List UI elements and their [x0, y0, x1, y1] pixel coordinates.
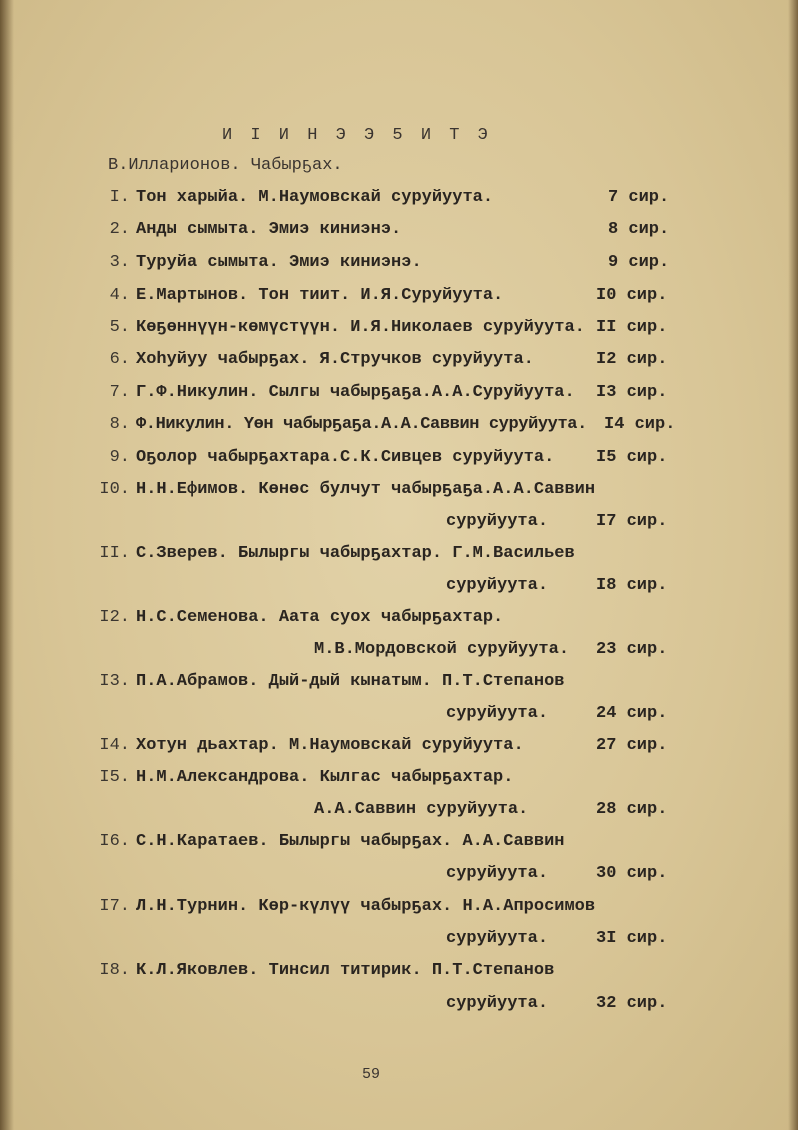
entry-number: I5.: [99, 768, 130, 787]
entry-page: II сир.: [596, 318, 668, 337]
entry-page: I0 сир.: [596, 286, 668, 305]
entry-text: Туруйа сымыта. Эмиэ киниэнэ.: [136, 253, 422, 272]
entry-text: Ф.Никулин. Үөн чабырҕаҕа.А.А.Саввин суруйуута.: [136, 415, 587, 434]
entry-page: 27 сир.: [596, 736, 668, 755]
entry-number: 5.: [109, 318, 130, 337]
entry-text: К.Л.Яковлев. Тинсил титирик. П.Т.Степанов: [136, 961, 555, 980]
entry-page: I4 сир.: [604, 415, 676, 434]
entry-text-continuation: суруйуута.: [446, 929, 549, 948]
entry-text: Г.Ф.Никулин. Сылгы чабырҕаҕа.А.А.Суруйуута.: [136, 383, 575, 402]
page-right-edge: [788, 0, 798, 1130]
entry-number: I3.: [99, 672, 130, 691]
entry-number: I2.: [99, 608, 130, 627]
entry-number: 2.: [109, 220, 130, 239]
entry-number: 4.: [109, 286, 130, 305]
entry-number: 3.: [109, 253, 130, 272]
entry-page: 28 сир.: [596, 800, 668, 819]
entry-page: 3I сир.: [596, 929, 668, 948]
entry-text: Н.С.Семенова. Аата суох чабырҕахтар.: [136, 608, 504, 627]
entry-text: П.А.Абрамов. Дый-дый кынатым. П.Т.Степанов: [136, 672, 565, 691]
entry-number: II.: [99, 544, 130, 563]
entry-number: 6.: [109, 350, 130, 369]
entry-number: I4.: [99, 736, 130, 755]
entry-page: 30 сир.: [596, 864, 668, 883]
entry-text-continuation: суруйуута.: [446, 512, 549, 531]
entry-text: Анды сымыта. Эмиэ киниэнэ.: [136, 220, 402, 239]
entry-page: 23 сир.: [596, 640, 668, 659]
entry-number: 9.: [109, 448, 130, 467]
author-line: В.Илларионов. Чабырҕах.: [108, 156, 343, 175]
entry-page: I7 сир.: [596, 512, 668, 531]
entry-number: I.: [109, 188, 130, 207]
entry-number: 8.: [109, 415, 130, 434]
page-title: И І И Н Э Э 5 И Т Э: [222, 126, 492, 145]
entry-text: Көҕөннүүн-көмүстүүн. И.Я.Николаев суруйуута.: [136, 318, 585, 337]
entry-number: I8.: [99, 961, 130, 980]
entry-text: Тон харыйа. М.Наумовскай суруйуута.: [136, 188, 494, 207]
entry-page: I2 сир.: [596, 350, 668, 369]
entry-text: С.Зверев. Былыргы чабырҕахтар. Г.М.Васильев: [136, 544, 575, 563]
entry-text: Хотун дьахтар. М.Наумовскай суруйуута.: [136, 736, 524, 755]
entry-number: I0.: [99, 480, 130, 499]
entry-text-continuation: М.В.Мордовской суруйуута.: [314, 640, 570, 659]
entry-page: I3 сир.: [596, 383, 668, 402]
entry-text: Л.Н.Турнин. Көр-күлүү чабырҕах. Н.А.Апросимов: [136, 897, 596, 916]
page-left-edge: [0, 0, 14, 1130]
page-number: 59: [362, 1066, 381, 1083]
entry-text: С.Н.Каратаев. Былыргы чабырҕах. А.А.Саввин: [136, 832, 565, 851]
entry-text: Хоһуйуу чабырҕах. Я.Стручков суруйуута.: [136, 350, 534, 369]
entry-text: Оҕолор чабырҕахтара.С.К.Сивцев суруйуута.: [136, 448, 555, 467]
entry-text: Н.М.Александрова. Кылгас чабырҕахтар.: [136, 768, 514, 787]
entry-page: I5 сир.: [596, 448, 668, 467]
entry-number: I6.: [99, 832, 130, 851]
entry-page: 24 сир.: [596, 704, 668, 723]
entry-page: 32 сир.: [596, 994, 668, 1013]
entry-page: 7 сир.: [608, 188, 670, 207]
entry-text-continuation: суруйуута.: [446, 994, 549, 1013]
entry-text: Е.Мартынов. Тон тиит. И.Я.Суруйуута.: [136, 286, 504, 305]
entry-text: Н.Н.Ефимов. Көнөс булчут чабырҕаҕа.А.А.Саввин: [136, 480, 596, 499]
entry-page: I8 сир.: [596, 576, 668, 595]
entry-text-continuation: суруйуута.: [446, 704, 549, 723]
entry-text-continuation: суруйуута.: [446, 864, 549, 883]
entry-number: 7.: [109, 383, 130, 402]
entry-number: I7.: [99, 897, 130, 916]
entry-text-continuation: А.А.Саввин суруйуута.: [314, 800, 529, 819]
entry-text-continuation: суруйуута.: [446, 576, 549, 595]
entry-page: 9 сир.: [608, 253, 670, 272]
entry-page: 8 сир.: [608, 220, 670, 239]
